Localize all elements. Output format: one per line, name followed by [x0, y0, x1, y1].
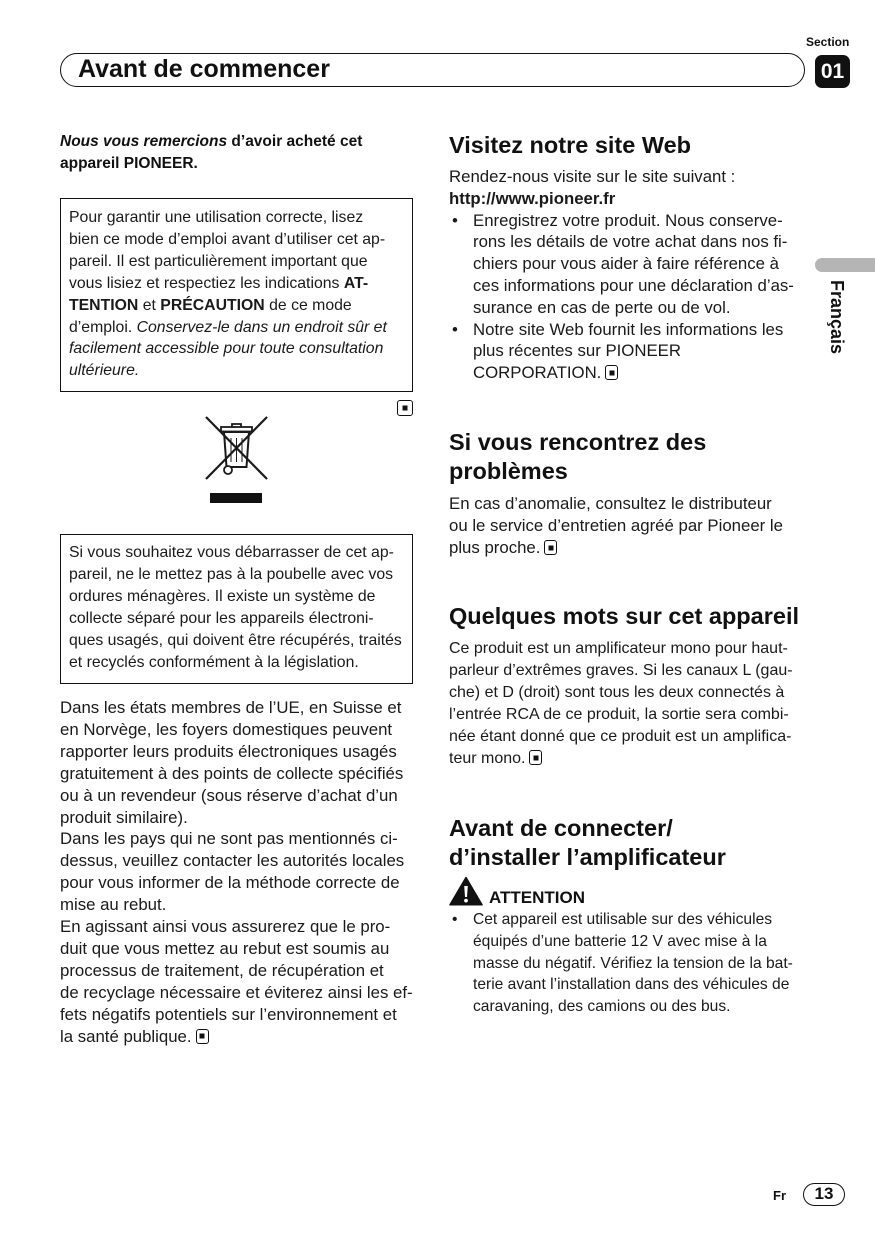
about-line: Ce produit est un amplificateur mono pour haut-: [449, 640, 788, 657]
install-bullet-line: masse du négatif. Vérifiez la tension de la bat-: [473, 954, 793, 972]
page-number: 13: [803, 1183, 845, 1206]
website-bullet-item: [449, 319, 794, 384]
end-mark-icon: [196, 1029, 209, 1044]
notice-line: Pour garantir une utilisation correcte, lisez: [69, 209, 364, 226]
install-bullet-line: caravaning, des camions ou des bus.: [473, 998, 731, 1015]
eu-paragraph-line: [60, 1026, 413, 1048]
section-label: Section: [806, 35, 850, 49]
chapter-title: Avant de commencer: [78, 55, 330, 83]
bin-wheel: [224, 466, 232, 474]
language-tab-label: Français: [827, 280, 847, 355]
caution-label: ATTENTION: [489, 888, 586, 907]
footer-language-code: Fr: [773, 1188, 786, 1203]
website-bullet-line: • Notre site Web fournit les informations les: [473, 319, 784, 339]
problems-paragraph: [449, 493, 783, 559]
install-caution-list: [449, 909, 793, 1018]
end-mark-icon: [605, 365, 618, 380]
website-bullet-line: surance en cas de perte ou de vol.: [473, 297, 731, 317]
about-heading: Quelques mots sur cet appareil: [449, 603, 799, 629]
eu-paragraph-line: Dans les états membres de l’UE, en Suisse et: [60, 698, 402, 717]
problems-heading-line: problèmes: [449, 458, 568, 484]
website-bullet-line: plus récentes sur PIONEER: [473, 341, 681, 361]
disposal-line: Si vous souhaitez vous débarrasser de cet ap-: [69, 544, 394, 561]
install-bullet-line: terie avant l’installation dans des véhicules de: [473, 976, 790, 994]
eu-paragraph-line: duit que vous mettez au rebut est soumis au: [60, 938, 390, 958]
intro-emphasis: Nous vous remercions: [60, 133, 228, 150]
notice-text: d’emploi.: [69, 318, 137, 336]
eu-paragraph-line: rapporter leurs produits électroniques usagés: [60, 741, 397, 761]
website-bullet-line: [473, 362, 794, 384]
disposal-line: pareil, ne le mettez pas à la poubelle avec vos: [69, 566, 394, 583]
eu-paragraph-line: En agissant ainsi vous assurerez que le pro-: [60, 917, 391, 937]
warning-triangle-icon: [449, 876, 483, 906]
end-mark-icon: [397, 400, 413, 416]
eu-paragraph-line: en Norvège, les foyers domestiques peuvent: [60, 719, 393, 739]
notice-line: bien ce mode d’emploi avant d’utiliser cet ap-: [69, 230, 386, 248]
disposal-notice-box: [60, 534, 413, 684]
eu-paragraph-line: dessus, veuillez contacter les autorités locales: [60, 851, 405, 871]
notice-line: ultérieure.: [69, 362, 140, 380]
website-bullet-line: rons les détails de votre achat dans nos fi-: [473, 232, 788, 252]
eu-paragraph-line: gratuitement à des points de collecte spécifiés: [60, 763, 404, 783]
about-text: teur mono.: [449, 750, 526, 767]
website-bullet-line: • Enregistrez votre produit. Nous conserve-: [473, 210, 783, 230]
eu-paragraph-line: ou à un revendeur (sous réserve d’achat d’un: [60, 785, 398, 805]
intro-line: [60, 131, 362, 153]
eu-recycling-paragraph: [60, 697, 413, 1048]
eu-paragraph-line: Dans les pays qui ne sont pas mentionnés ci-: [60, 829, 398, 849]
notice-bold: AT-: [343, 274, 369, 292]
crossed-out-wheelie-bin-icon: [203, 413, 269, 506]
problems-line: ou le service d’entretien agréé par Pioneer le: [449, 516, 783, 535]
install-bullet-line: • Cet appareil est utilisable sur des véhicules: [473, 911, 773, 928]
notice-line: [69, 273, 412, 295]
about-line: née étant donné que ce produit est un amplifica-: [449, 728, 792, 745]
end-mark-icon-wrap: [397, 400, 413, 419]
problems-text: plus proche.: [449, 538, 541, 557]
install-heading: [449, 814, 726, 872]
problems-line: En cas d’anomalie, consultez le distributeur: [449, 494, 772, 513]
problems-line: [449, 537, 783, 559]
about-line: parleur d’extrêmes graves. Si les canaux L (gau-: [449, 662, 793, 679]
website-url-link[interactable]: http://www.pioneer.fr: [449, 188, 616, 208]
disposal-line: ques usagés, qui doivent être récupérés, traités: [69, 632, 402, 649]
about-line: l’entrée RCA de ce produit, la sortie sera combi-: [449, 706, 789, 723]
eu-paragraph-line: fets négatifs potentiels sur l’environnement et: [60, 1004, 397, 1024]
install-bullet-item: [449, 909, 793, 1018]
intro-thanks: [60, 131, 362, 175]
chapter-banner: [60, 53, 805, 87]
website-heading: Visitez notre site Web: [449, 132, 692, 158]
intro-text: d’avoir acheté cet: [227, 133, 363, 150]
notice-italic: Conservez-le dans un endroit sûr et: [136, 318, 387, 336]
notice-line: pareil. Il est particulièrement important que: [69, 252, 368, 270]
install-bullet-line: équipés d’une batterie 12 V avec mise à la: [473, 932, 767, 950]
bin-underline-bar: [210, 493, 262, 503]
notice-line: [69, 317, 412, 339]
about-line: [449, 748, 793, 770]
intro-line: appareil PIONEER.: [60, 155, 198, 172]
eu-paragraph-line: mise au rebut.: [60, 895, 167, 915]
disposal-line: ordures ménagères. Il existe un système de: [69, 588, 376, 605]
notice-line: [69, 295, 412, 317]
notice-line: facilement accessible pour toute consultation: [69, 340, 384, 358]
notice-bold: TENTION: [69, 296, 139, 314]
notice-text: et: [138, 296, 161, 314]
website-bullet-line: ces informations pour une déclaration d’as-: [473, 275, 794, 295]
website-bullet-item: [449, 210, 794, 319]
notice-text: de ce mode: [264, 296, 352, 314]
warning-exclamation-dot: [464, 899, 468, 903]
problems-heading: [449, 428, 706, 486]
eu-paragraph-text: la santé publique.: [60, 1026, 192, 1046]
problems-heading-line: Si vous rencontrez des: [449, 429, 707, 455]
language-tab-bar: [815, 258, 875, 272]
eu-paragraph-line: processus de traitement, de récupération et: [60, 960, 384, 980]
disposal-line: collecte séparé pour les appareils électroni-: [69, 610, 374, 627]
about-line: che) et D (droit) sont tous les deux connectés à: [449, 684, 785, 701]
notice-text: vous lisiez et respectiez les indications: [69, 274, 344, 292]
eu-paragraph-line: produit similaire).: [60, 807, 188, 827]
eu-paragraph-line: de recyclage nécessaire et éviterez ainsi les ef-: [60, 982, 413, 1002]
website-bullet-line: chiers pour vous aider à faire référence à: [473, 254, 779, 274]
website-bullet-text: CORPORATION.: [473, 363, 602, 383]
end-mark-icon: [544, 540, 557, 555]
eu-paragraph-line: pour vous informer de la méthode correcte de: [60, 873, 400, 893]
about-paragraph: [449, 638, 793, 770]
website-intro: Rendez-nous visite sur le site suivant :: [449, 167, 736, 186]
section-number-badge: 01: [815, 55, 850, 88]
bin-ribs: [231, 438, 242, 462]
install-heading-line: Avant de connecter/: [449, 815, 673, 841]
install-heading-line: d’installer l’amplificateur: [449, 844, 726, 870]
website-section: [449, 166, 794, 384]
usage-notice-box: [60, 198, 413, 392]
end-mark-icon: [529, 750, 542, 765]
bin-lid: [221, 427, 252, 432]
disposal-line: et recyclés conformément à la législation.: [69, 654, 359, 671]
notice-bold: PRÉCAUTION: [160, 296, 265, 314]
